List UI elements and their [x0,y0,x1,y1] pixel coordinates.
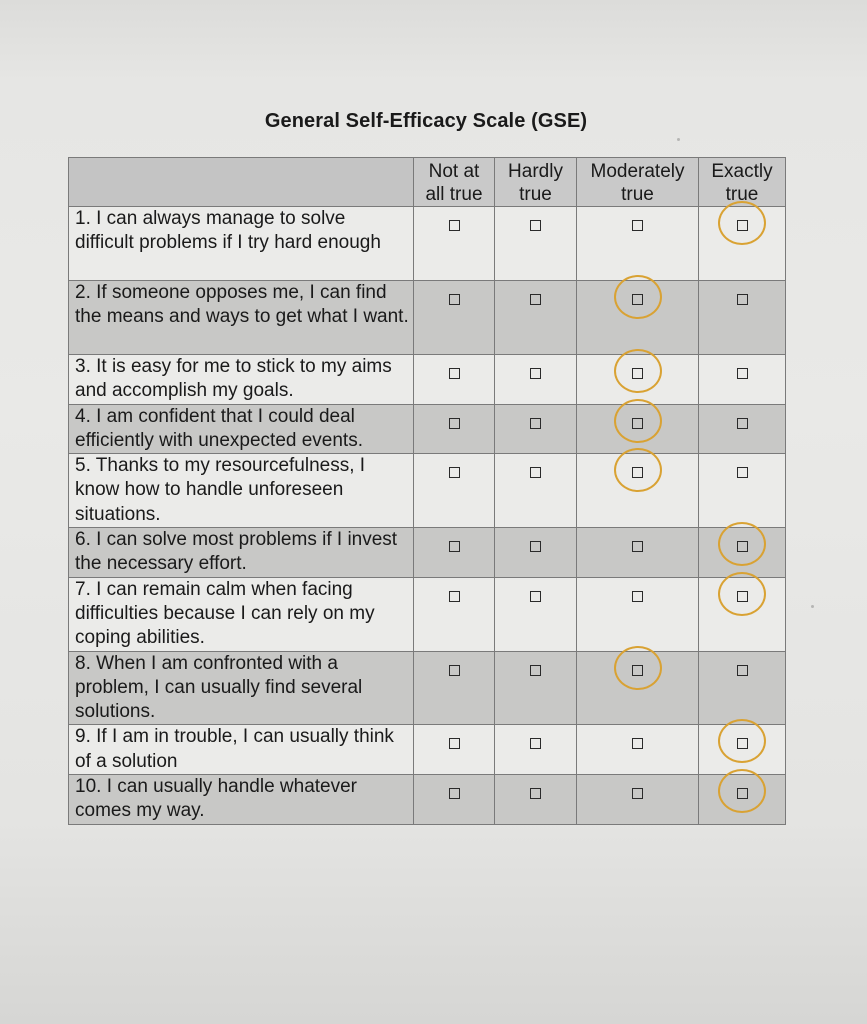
option-cell-exactly-true[interactable] [699,775,786,825]
option-cell-exactly-true[interactable] [699,207,786,281]
checkbox[interactable] [530,591,541,602]
table-row [69,528,786,578]
option-cell-hardly-true[interactable] [495,355,577,405]
option-cell-moderately-true[interactable] [577,577,699,651]
item-text: 5. Thanks to my resourcefulness, I know how to handle unforeseen situations. [69,454,414,528]
paper-speck [677,138,680,141]
checkbox[interactable] [737,738,748,749]
header-line: Exactly [711,161,773,182]
option-cell-not-at-all-true[interactable] [414,528,495,578]
option-cell-moderately-true[interactable] [577,528,699,578]
header-line: Hardly [508,161,563,182]
checkbox[interactable] [449,738,460,749]
checkbox[interactable] [632,294,643,305]
checkbox[interactable] [737,788,748,799]
item-text: 9. If I am in trouble, I can usually think of a solution [69,725,414,775]
checkbox[interactable] [737,591,748,602]
checkbox[interactable] [632,220,643,231]
header-moderately-true [577,158,699,207]
header-row [69,158,786,207]
checkbox[interactable] [737,368,748,379]
option-cell-not-at-all-true[interactable] [414,207,495,281]
header-line: all true [425,184,483,205]
header-hardly-true [495,158,577,207]
table-row [69,281,786,355]
option-cell-hardly-true[interactable] [495,281,577,355]
checkbox[interactable] [530,418,541,429]
option-cell-hardly-true[interactable] [495,454,577,528]
checkbox[interactable] [530,788,541,799]
item-text: 6. I can solve most problems if I invest the necessary effort. [69,528,414,578]
option-cell-not-at-all-true[interactable] [414,404,495,454]
checkbox[interactable] [530,294,541,305]
table-row [69,651,786,725]
checkbox[interactable] [449,220,460,231]
header-line: true [621,184,654,205]
table-row [69,454,786,528]
option-cell-not-at-all-true[interactable] [414,281,495,355]
checkbox[interactable] [632,418,643,429]
checkbox[interactable] [449,665,460,676]
option-cell-hardly-true[interactable] [495,775,577,825]
table-row [69,404,786,454]
option-cell-moderately-true[interactable] [577,725,699,775]
option-cell-hardly-true[interactable] [495,577,577,651]
table-row [69,725,786,775]
item-text: 10. I can usually handle whatever comes my way. [69,775,414,825]
header-blank-cell [69,158,414,207]
checkbox[interactable] [449,788,460,799]
table-row [69,207,786,281]
option-cell-moderately-true[interactable] [577,454,699,528]
header-not-at-all-true [414,158,495,207]
checkbox[interactable] [737,220,748,231]
checkbox[interactable] [449,591,460,602]
option-cell-not-at-all-true[interactable] [414,454,495,528]
checkbox[interactable] [530,665,541,676]
item-text: 8. When I am confronted with a problem, I can usually find several solutions. [69,651,414,725]
header-line: Not at [428,161,480,182]
option-cell-moderately-true[interactable] [577,404,699,454]
option-cell-hardly-true[interactable] [495,207,577,281]
option-cell-exactly-true[interactable] [699,355,786,405]
header-line: true [519,184,552,205]
option-cell-exactly-true[interactable] [699,725,786,775]
header-line: Moderately [590,161,685,182]
option-cell-exactly-true[interactable] [699,577,786,651]
option-cell-moderately-true[interactable] [577,281,699,355]
item-text: 2. If someone opposes me, I can find the means and ways to get what I want. [69,281,414,355]
option-cell-moderately-true[interactable] [577,651,699,725]
header-exactly-true [699,158,786,207]
option-cell-moderately-true[interactable] [577,775,699,825]
checkbox[interactable] [530,368,541,379]
checkbox[interactable] [530,467,541,478]
option-cell-exactly-true[interactable] [699,404,786,454]
item-text: 1. I can always manage to solve difficult problems if I try hard enough [69,207,414,281]
checkbox[interactable] [737,665,748,676]
option-cell-not-at-all-true[interactable] [414,651,495,725]
checkbox[interactable] [530,541,541,552]
option-cell-hardly-true[interactable] [495,404,577,454]
option-cell-not-at-all-true[interactable] [414,577,495,651]
item-text: 4. I am confident that I could deal efficiently with unexpected events. [69,404,414,454]
checkbox[interactable] [737,467,748,478]
option-cell-not-at-all-true[interactable] [414,725,495,775]
item-text: 3. It is easy for me to stick to my aims and accomplish my goals. [69,355,414,405]
checkbox[interactable] [449,294,460,305]
checkbox[interactable] [632,738,643,749]
checkbox[interactable] [449,418,460,429]
option-cell-not-at-all-true[interactable] [414,355,495,405]
table-row [69,775,786,825]
header-line: true [725,184,759,205]
checkbox[interactable] [632,368,643,379]
checkbox[interactable] [632,541,643,552]
checkbox[interactable] [737,541,748,552]
gse-table [68,157,786,825]
option-cell-moderately-true[interactable] [577,355,699,405]
table-row [69,577,786,651]
option-cell-hardly-true[interactable] [495,725,577,775]
checkbox[interactable] [449,541,460,552]
option-cell-moderately-true[interactable] [577,207,699,281]
checkbox[interactable] [632,665,643,676]
checkbox[interactable] [632,467,643,478]
option-cell-exactly-true[interactable] [699,281,786,355]
checkbox[interactable] [632,788,643,799]
option-cell-exactly-true[interactable] [699,454,786,528]
checkbox[interactable] [449,368,460,379]
table-row [69,355,786,405]
page-title: General Self-Efficacy Scale (GSE) [264,110,588,132]
option-cell-not-at-all-true[interactable] [414,775,495,825]
option-cell-exactly-true[interactable] [699,651,786,725]
checkbox[interactable] [530,738,541,749]
option-cell-hardly-true[interactable] [495,528,577,578]
option-cell-hardly-true[interactable] [495,651,577,725]
checkbox[interactable] [449,467,460,478]
checkbox[interactable] [632,591,643,602]
checkbox[interactable] [530,220,541,231]
checkbox[interactable] [737,294,748,305]
item-text: 7. I can remain calm when facing difficulties because I can rely on my coping abilities. [69,577,414,651]
option-cell-exactly-true[interactable] [699,528,786,578]
checkbox[interactable] [737,418,748,429]
paper-speck [811,605,814,608]
